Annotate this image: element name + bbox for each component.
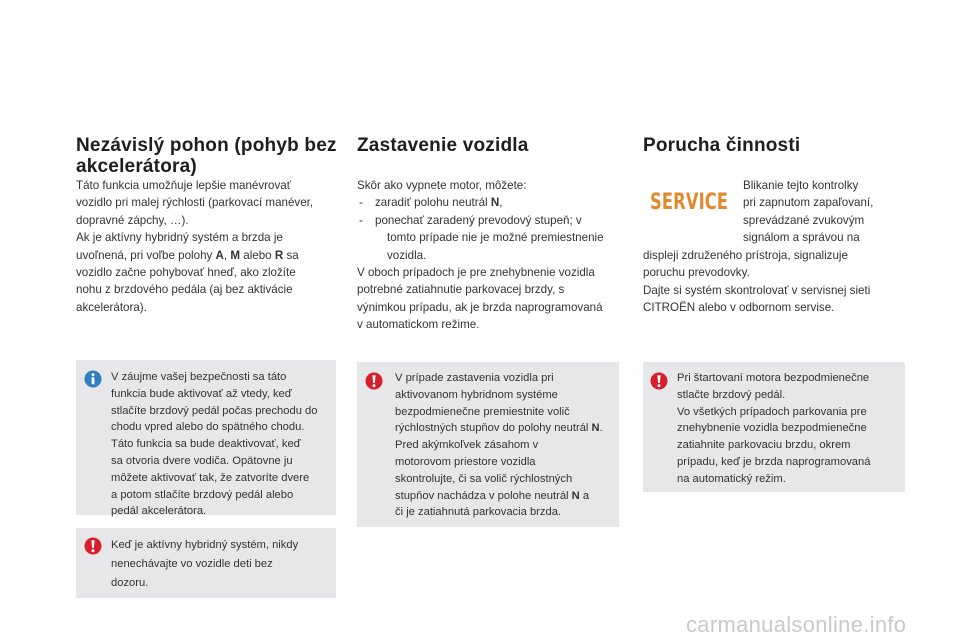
text-line: dopravné zápchy, …). <box>76 213 189 227</box>
text-line: nohu z brzdového pedála (aj bez aktivácie <box>76 283 293 297</box>
section-title-malfunction: Porucha činnosti <box>643 135 801 156</box>
text-line: v automatickom režime. <box>357 318 480 332</box>
warning-icon <box>84 537 102 555</box>
list-item: - ponechať zaradený prevodový stupeň; v tomto prípade nie je možné premiestnenie vozidla. <box>359 213 604 262</box>
text-line: Blikanie tejto kontrolky <box>743 179 859 192</box>
independent-drive-text <box>76 177 346 316</box>
text-line: sprevádzané zvukovým <box>743 213 865 227</box>
text-line: Keď je aktívny hybridný systém, nikdy <box>111 539 299 551</box>
text-line: akcelerátora). <box>76 300 147 314</box>
text-line: V prípade zastavenia vozidla pri <box>395 372 554 384</box>
text-line: signálom a správou na <box>743 231 860 245</box>
text-line: CITROËN alebo v odbornom servise. <box>643 301 835 315</box>
text-line: uvoľnená, pri voľbe polohy A, M alebo R sa <box>76 248 299 262</box>
text-line: sa otvoria dvere vodiča. Opätovne ju <box>111 454 293 467</box>
text-line: pri zapnutom zapaľovaní, <box>743 196 874 210</box>
text-line: rýchlostných stupňov do polohy neutrál N. <box>395 422 603 435</box>
text-line: či je zatiahnutá parkovacia brzda. <box>395 506 562 519</box>
list-item: - zaradiť polohu neutrál N, <box>359 196 503 210</box>
text-line: Pri štartovaní motora bezpodmienečne <box>677 372 870 384</box>
text-line: stlačíte brzdový pedál počas prechodu do <box>111 404 318 417</box>
text-line: prípadu, keď je brzda naprogramovaná <box>677 455 871 468</box>
text-line: Pred akýmkoľvek zásahom v <box>395 439 539 452</box>
malfunction-indented-text <box>743 177 903 247</box>
text-line: funkcia bude aktivovať až vtedy, keď <box>111 387 292 400</box>
text-line: potrebné zatiahnutie parkovacej brzdy, s <box>357 283 565 297</box>
stopping-text <box>357 177 622 334</box>
info-icon <box>84 370 102 388</box>
text-line: na automatický režim. <box>677 472 786 485</box>
section-title-independent-drive: Nezávislý pohon (pohyb bez akcelerátora) <box>76 135 337 177</box>
text-line: Dajte si systém skontrolovať v servisnej sieti <box>643 283 871 297</box>
text-line: výnimkou prípadu, ak je brzda naprogramovaná <box>357 300 603 314</box>
text-line: znehybnenie vozidla bezpodmienečne <box>677 422 867 435</box>
watermark: carmanualsonline.info <box>686 612 907 637</box>
text-line: dozoru. <box>111 577 149 589</box>
text-line: V oboch prípadoch je pre znehybnenie vozidla <box>357 266 595 280</box>
text-line: zatiahnite parkovaciu brzdu, okrem <box>677 439 851 452</box>
info-box-text <box>111 369 333 520</box>
section-title-stopping: Zastavenie vozidla <box>357 135 529 156</box>
text-line: stlačte brzdový pedál. <box>677 388 786 401</box>
text-line: displeji združeného prístroja, signalizuje <box>643 249 848 262</box>
text-line: bezpodmienečne premiestnite volič <box>395 405 570 418</box>
warning-icon <box>365 372 383 390</box>
text-line: Vo všetkých prípadoch parkovania pre <box>677 405 867 418</box>
warning-box-starting-text <box>677 370 903 488</box>
text-line: nenechávajte vo vozidle deti bez <box>111 558 273 570</box>
text-line: poruchu prevodovky. <box>643 266 750 280</box>
text-line: motorovom priestore vozidla <box>395 455 536 468</box>
warning-box-neutral-text <box>395 370 617 521</box>
text-line: V záujme vašej bezpečnosti sa táto <box>111 371 287 383</box>
text-line: Táto funkcia sa bude deaktivovať, keď <box>111 438 301 451</box>
text-line: chodu vpred alebo do spätného chodu. <box>111 421 305 434</box>
text-line: vozidlo začne pohybovať hneď, ako zložíte <box>76 266 296 280</box>
warning-icon <box>650 372 668 390</box>
malfunction-text <box>643 247 908 317</box>
warning-box-children-text <box>111 536 333 593</box>
service-warning-icon: SERVICE <box>650 190 729 215</box>
text-line: Skôr ako vypnete motor, môžete: <box>357 179 527 192</box>
text-line: aktivovanom hybridnom systéme <box>395 388 558 401</box>
text-line: a potom stlačíte brzdový pedál alebo <box>111 488 294 501</box>
text-line: stupňov nachádza v polohe neutrál N a <box>395 489 590 502</box>
text-line: Táto funkcia umožňuje lepšie manévrovať <box>76 179 292 192</box>
text-line: môžete aktivovať tak, že zatvoríte dvere <box>111 471 310 484</box>
text-line: Ak je aktívny hybridný systém a brzda je <box>76 231 283 245</box>
text-line: vozidlo pri malej rýchlosti (parkovací manéver, <box>76 196 314 210</box>
text-line: skontrolujte, či sa volič rýchlostných <box>395 472 573 485</box>
text-line: pedál akcelerátora. <box>111 505 207 518</box>
